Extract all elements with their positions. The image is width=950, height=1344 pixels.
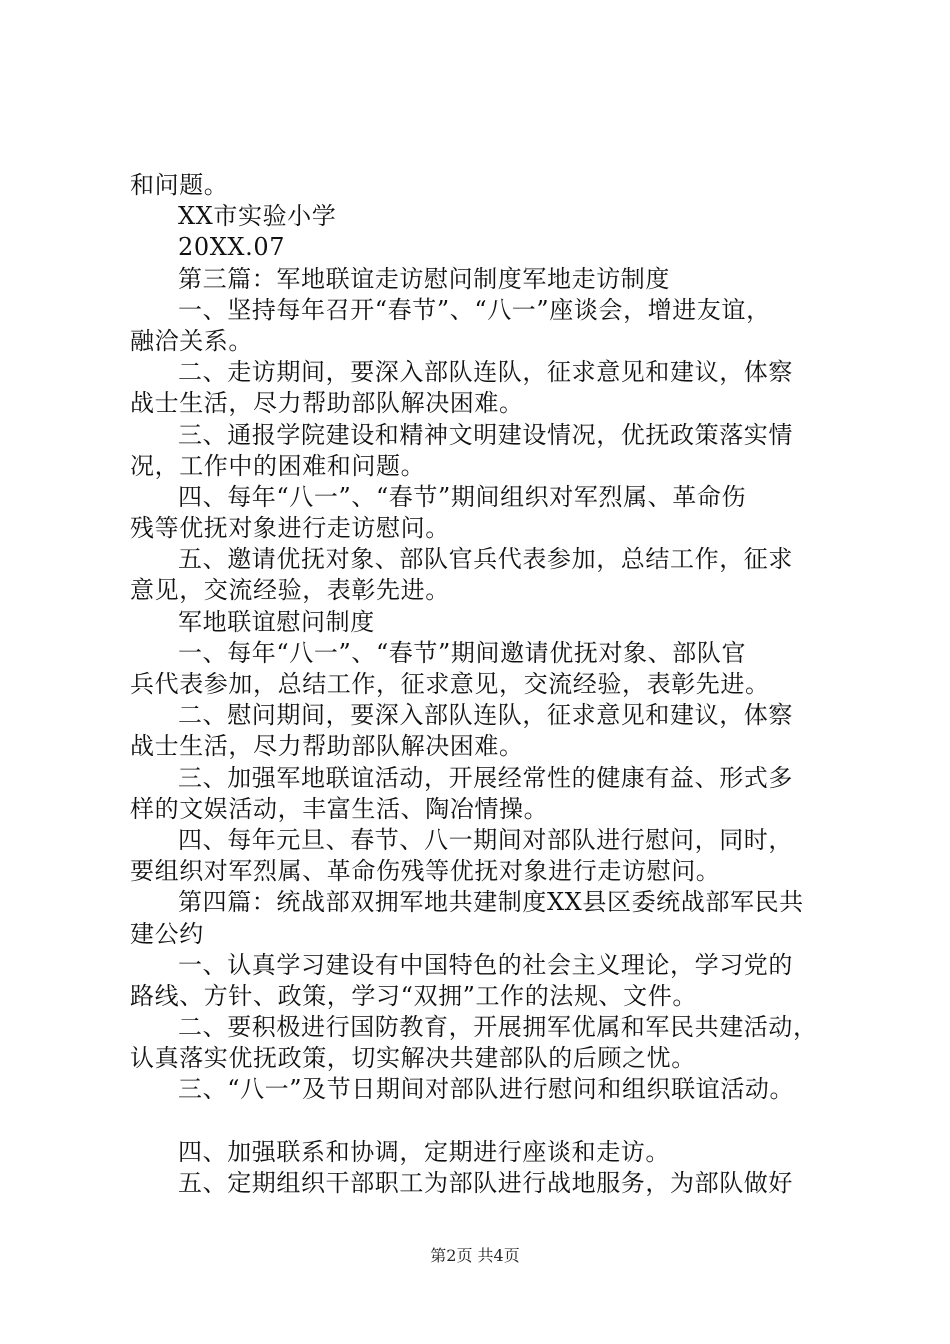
text-line: 20XX.07 <box>178 233 286 262</box>
text-line: 建公约 <box>130 919 204 948</box>
text-line: 第三篇：军地联谊走访慰问制度军地走访制度 <box>178 264 670 293</box>
text-line: 四、每年元旦、春节、八一期间对部队进行慰问，同时， <box>178 825 793 854</box>
text-line: 三、通报学院建设和精神文明建设情况，优抚政策落实情 <box>178 420 793 449</box>
blank-line <box>130 1106 850 1137</box>
text-line: 和问题。 <box>130 171 229 199</box>
text-line: 二、慰问期间，要深入部队连队，征求意见和建议，体察 <box>178 701 793 730</box>
text-line: 五、定期组织干部职工为部队进行战地服务，为部队做好 <box>178 1169 793 1197</box>
text-line: 四、每年“八一”、“春节”期间组织对军烈属、革命伤 <box>178 482 747 511</box>
document-body <box>130 170 850 1199</box>
text-line: 战士生活，尽力帮助部队解决困难。 <box>130 389 524 418</box>
text-line: XX市实验小学 <box>178 202 337 231</box>
text-line: 三、加强军地联谊活动，开展经常性的健康有益、形式多 <box>178 763 793 792</box>
text-line: 认真落实优抚政策，切实解决共建部队的后顾之忧。 <box>130 1044 696 1073</box>
text-line: 二、走访期间，要深入部队连队，征求意见和建议，体察 <box>178 358 793 387</box>
text-line: 要组织对军烈属、革命伤残等优抚对象进行走访慰问。 <box>130 857 721 886</box>
text-line: 一、认真学习建设有中国特色的社会主义理论，学习党的 <box>178 950 793 979</box>
text-line: 一、每年“八一”、“春节”期间邀请优抚对象、部队官 <box>178 638 747 667</box>
text-line: 三、“八一”及节日期间对部队进行慰问和组织联谊活动。 <box>178 1075 795 1104</box>
text-line: 第四篇：统战部双拥军地共建制度XX县区委统战部军民共 <box>178 888 804 917</box>
text-line: 况，工作中的困难和问题。 <box>130 451 426 480</box>
text-line: 二、要积极进行国防教育，开展拥军优属和军民共建活动， <box>178 1013 818 1042</box>
text-line: 一、坚持每年召开“春节”、“八一”座谈会，增进友谊， <box>178 295 771 324</box>
text-line: 残等优抚对象进行走访慰问。 <box>130 514 450 543</box>
text-line: 意见，交流经验，表彰先进。 <box>130 576 450 605</box>
page-footer: 第2页 共4页 <box>430 1246 520 1265</box>
text-line: 兵代表参加，总结工作，征求意见，交流经验，表彰先进。 <box>130 670 770 698</box>
text-line: 战士生活，尽力帮助部队解决困难。 <box>130 732 524 761</box>
text-line: 融洽关系。 <box>130 326 253 355</box>
text-line: 军地联谊慰问制度 <box>178 607 375 636</box>
text-line: 四、加强联系和协调，定期进行座谈和走访。 <box>178 1137 670 1166</box>
text-line: 样的文娱活动，丰富生活、陶冶情操。 <box>130 794 549 823</box>
text-line: 路线、方针、政策，学习“双拥”工作的法规、文件。 <box>130 981 697 1010</box>
text-line: 五、邀请优抚对象、部队官兵代表参加，总结工作，征求 <box>178 545 793 574</box>
